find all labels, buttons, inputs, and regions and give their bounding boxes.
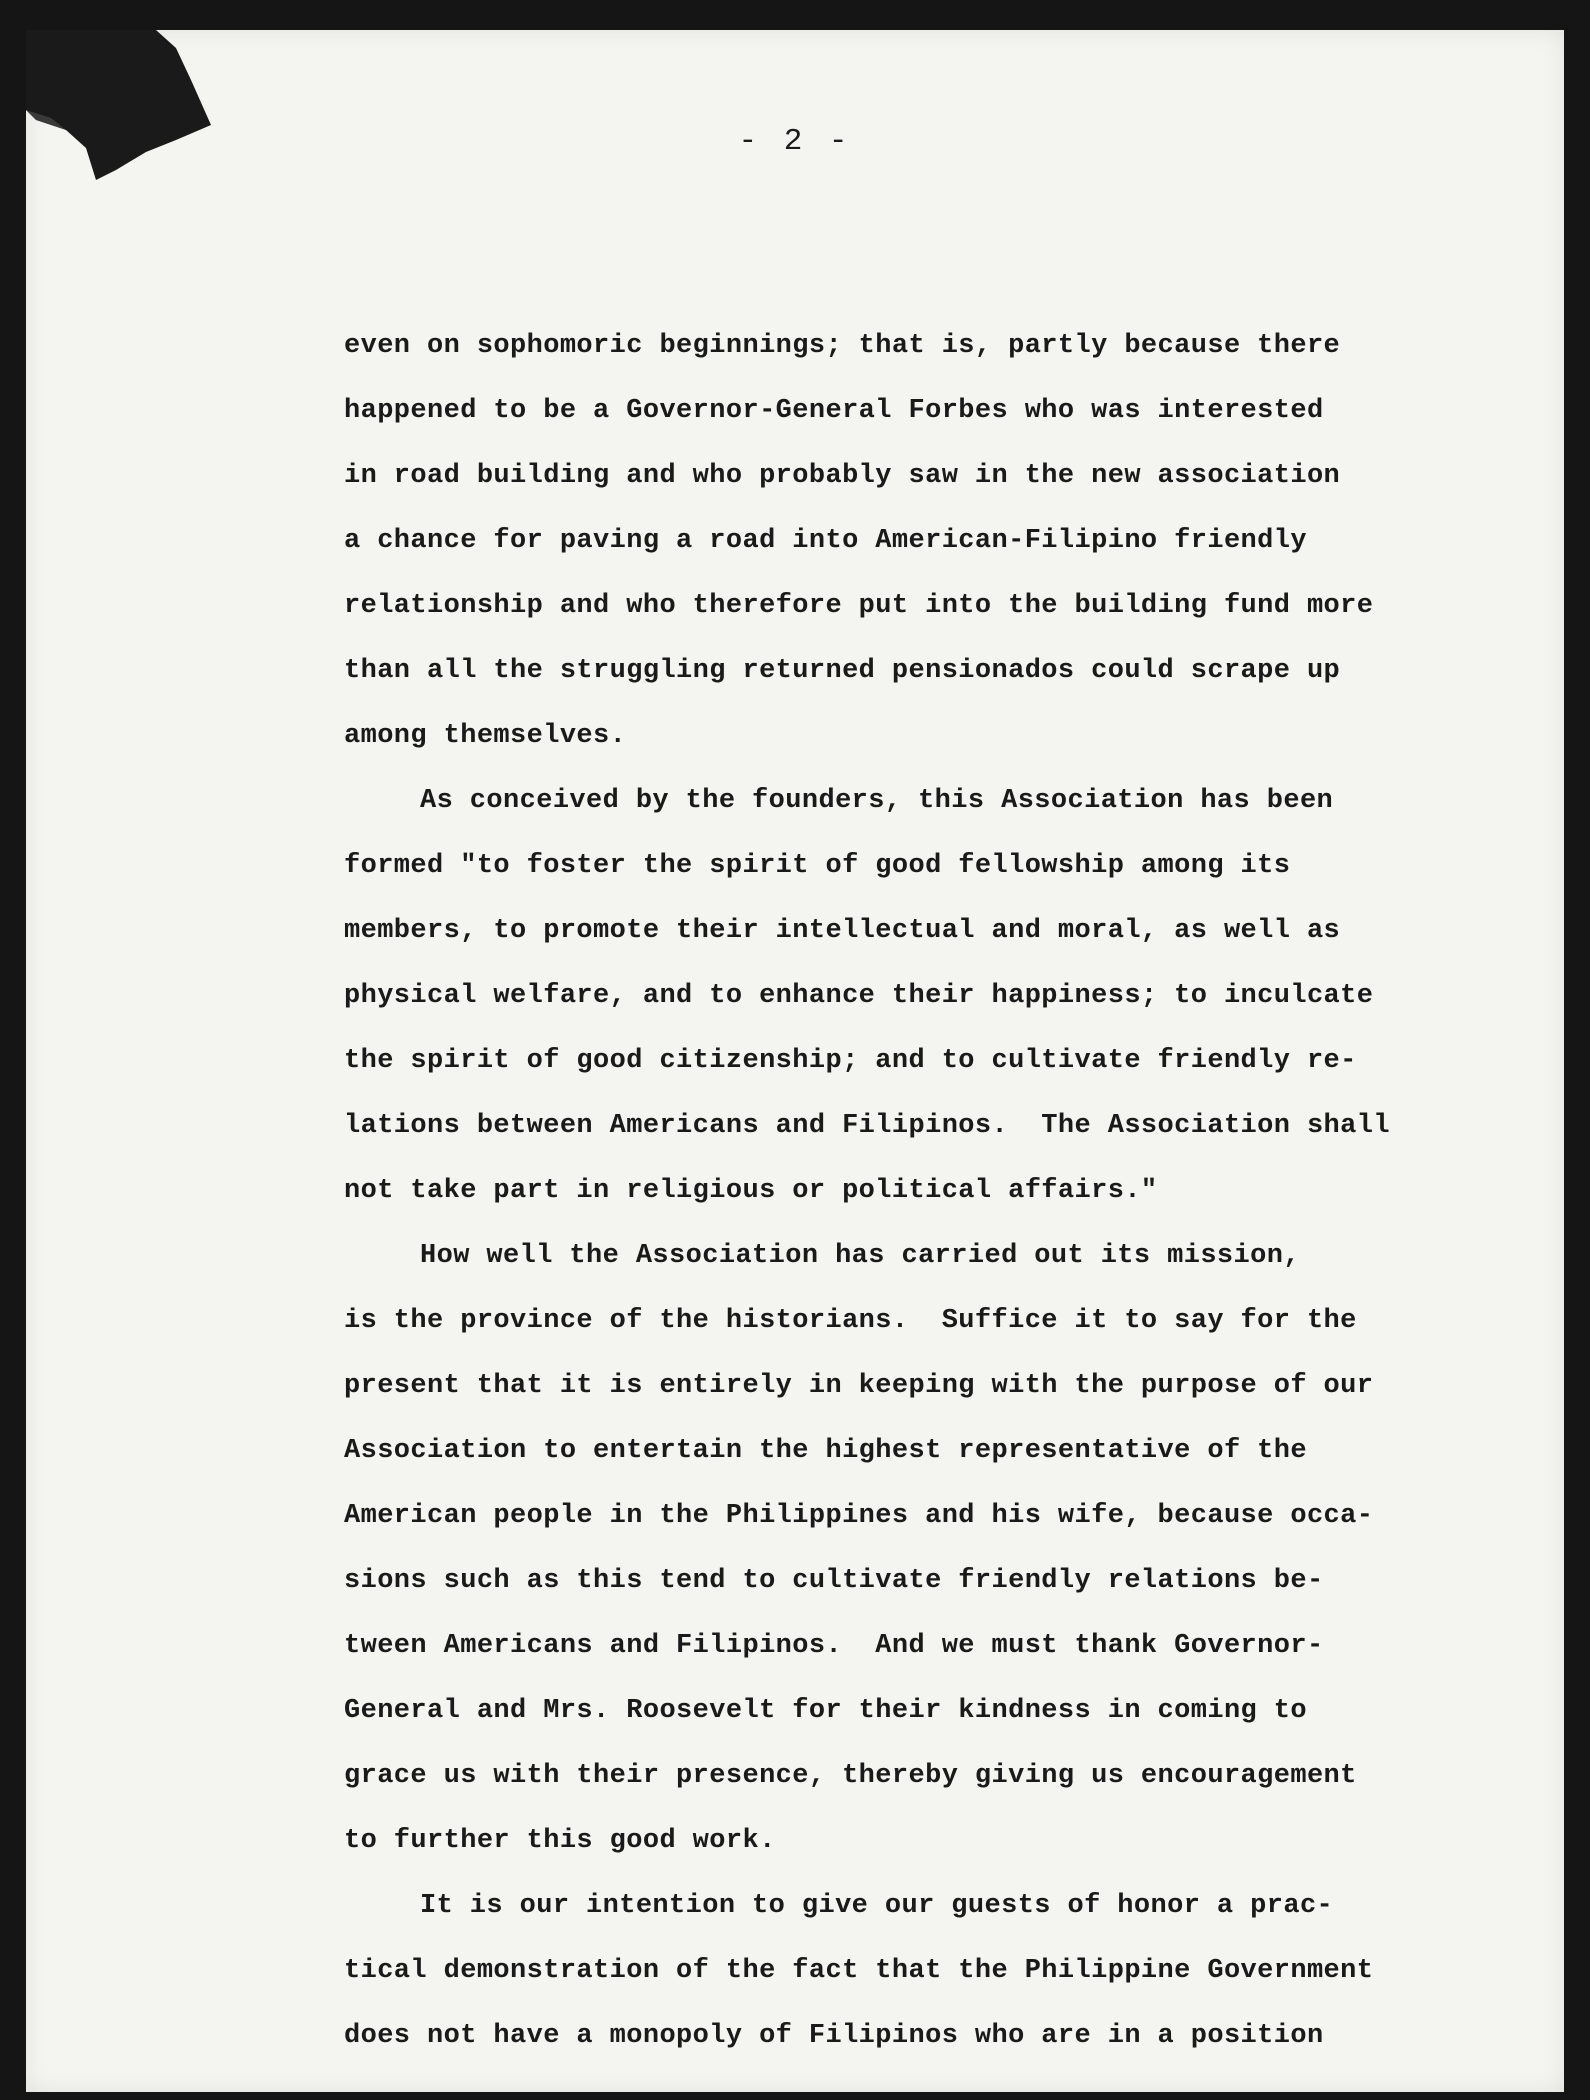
text-line: happened to be a Governor-General Forbes who was interested [344,396,1324,426]
text-line: a chance for paving a road into American-Filipino friendly [344,526,1307,556]
text-line: than all the struggling returned pensionados could scrape up [344,656,1341,686]
text-line: relationship and who therefore put into the building fund more [344,591,1374,621]
text-line: to further this good work. [344,1826,776,1856]
text-line: formed "to foster the spirit of good fellowship among its [344,851,1291,881]
text-line: is the province of the historians. Suffice it to say for the [344,1306,1357,1336]
text-line: tical demonstration of the fact that the Philippine Government [344,1956,1374,1986]
text-line: tween Americans and Filipinos. And we must thank Governor- [344,1631,1324,1661]
document-body [344,314,1390,2069]
text-line: not take part in religious or political affairs." [344,1176,1158,1206]
text-line: among themselves. [344,721,627,751]
text-line: members, to promote their intellectual and moral, as well as [344,916,1341,946]
text-line: the spirit of good citizenship; and to cultivate friendly re- [344,1046,1357,1076]
text-line: even on sophomoric beginnings; that is, partly because there [344,331,1341,361]
text-line: lations between Americans and Filipinos. The Association shall [344,1111,1390,1141]
text-line: As conceived by the founders, this Association has been [420,786,1334,816]
page-number: - 2 - [738,124,852,159]
text-line: General and Mrs. Roosevelt for their kindness in coming to [344,1696,1307,1726]
text-line: Association to entertain the highest representative of the [344,1436,1307,1466]
text-line: It is our intention to give our guests of honor a prac- [420,1891,1334,1921]
text-line: American people in the Philippines and his wife, because occa- [344,1501,1374,1531]
text-line: physical welfare, and to enhance their happiness; to inculcate [344,981,1374,1011]
text-line: sions such as this tend to cultivate friendly relations be- [344,1566,1324,1596]
text-line: does not have a monopoly of Filipinos who are in a position [344,2021,1324,2051]
text-line: grace us with their presence, thereby giving us encouragement [344,1761,1357,1791]
text-line: in road building and who probably saw in the new association [344,461,1341,491]
text-line: present that it is entirely in keeping with the purpose of our [344,1371,1374,1401]
text-line: How well the Association has carried out its mission, [420,1241,1300,1271]
